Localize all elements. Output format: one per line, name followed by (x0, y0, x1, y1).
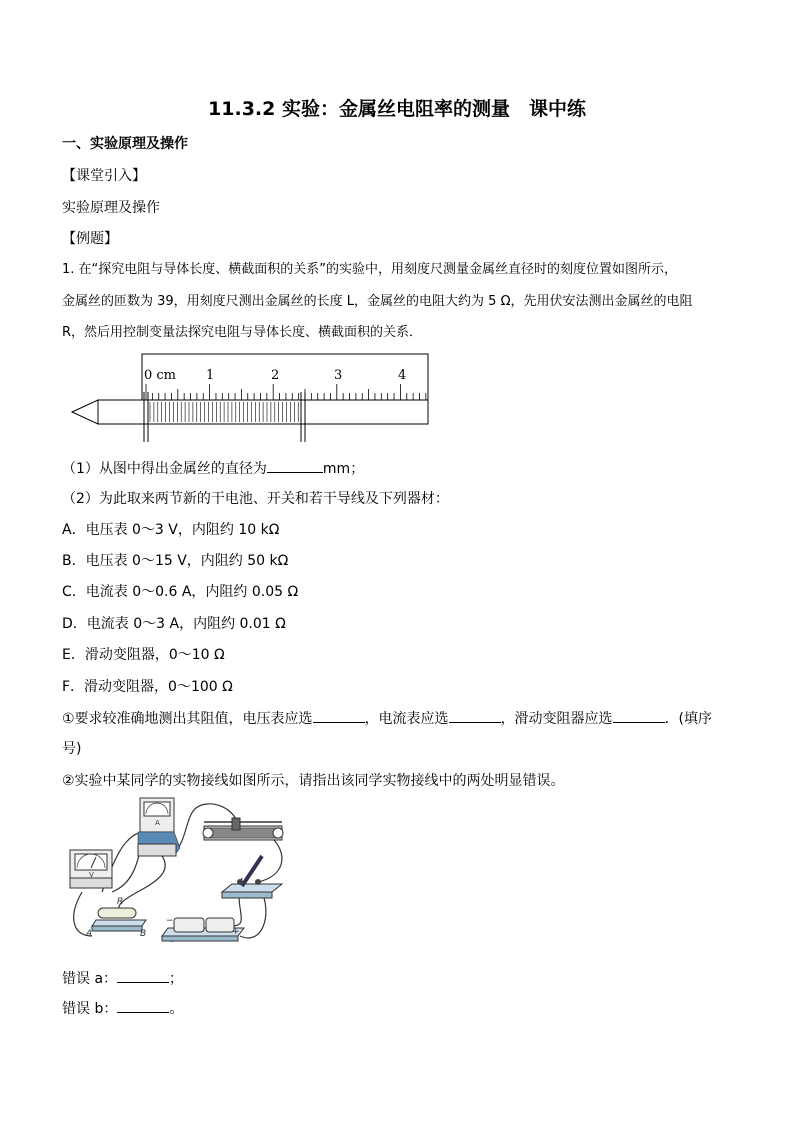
ruler-figure (68, 352, 432, 444)
option-c: C．电流表 0～0.6 A，内阻约 0.05 Ω (62, 584, 299, 600)
terminal-b-label: B (140, 929, 147, 939)
tag-example: 【例题】 (62, 231, 118, 247)
error-b-label: 错误 b： (62, 1001, 118, 1017)
answer-blank-error-b[interactable] (117, 998, 169, 1013)
answer-blank-diameter[interactable] (267, 458, 323, 473)
option-e: E．滑动变阻器，0～10 Ω (62, 647, 225, 663)
plus-label: + (232, 927, 240, 937)
sub-question-1 (62, 458, 364, 479)
option-d: D．电流表 0～3 A，内阻约 0.01 Ω (62, 616, 286, 632)
sub-question-2: （2）为此取来两节新的干电池、开关和若干导线及下列器材： (62, 491, 449, 507)
question-circle-1 (62, 708, 712, 729)
section-heading: 一、实验原理及操作 (62, 136, 188, 152)
error-a-end: ； (169, 971, 184, 987)
question-line-1: 1. 在“探究电阻与导体长度、横截面积的关系”的实验中，用刻度尺测量金属丝直径时的刻度位置如图所示， (62, 262, 678, 277)
question-circle-2: ②实验中某同学的实物接线如图所示，请指出该同学实物接线中的两处明显错误。 (62, 773, 565, 789)
question-line-3: R，然后用控制变量法探究电阻与导体长度、横截面积的关系． (62, 325, 423, 340)
unit-text: mm； (322, 461, 365, 477)
tag-intro: 【课堂引入】 (62, 168, 146, 184)
voltmeter-label: V (89, 871, 94, 879)
voltmeter-icon (70, 850, 112, 888)
circuit-figure (62, 796, 292, 954)
question-text: ，电流表应选 (364, 711, 449, 727)
answer-blank-error-a[interactable] (117, 968, 169, 983)
ammeter-label: A (155, 819, 160, 827)
resistor-icon (85, 897, 146, 939)
minus-label: − (166, 916, 174, 926)
resistor-label: R (117, 897, 124, 907)
ruler-label: 3 (334, 368, 343, 383)
question-circle-1-cont: 号) (62, 741, 82, 757)
sub-question-1-text: （1）从图中得出金属丝的直径为 (62, 461, 267, 477)
option-a: A．电压表 0～3 V，内阻约 10 kΩ (62, 522, 280, 538)
error-b (62, 998, 183, 1019)
intro-text: 实验原理及操作 (62, 200, 160, 216)
answer-blank-voltmeter[interactable] (313, 708, 365, 723)
error-a-label: 错误 a： (62, 971, 118, 987)
option-f: F．滑动变阻器，0～100 Ω (62, 679, 233, 695)
rheostat-icon (203, 818, 283, 840)
battery-icon (162, 916, 244, 941)
question-text: ①要求较准确地测出其阻值，电压表应选 (62, 711, 313, 727)
question-text: ，滑动变阻器应选 (500, 711, 613, 727)
ruler-label: 2 (271, 368, 280, 383)
option-b: B．电压表 0～15 V，内阻约 50 kΩ (62, 553, 289, 569)
answer-blank-rheostat[interactable] (613, 708, 665, 723)
question-text: ．(填序 (664, 711, 713, 727)
ruler-label: 1 (206, 368, 215, 383)
error-a (62, 968, 183, 989)
error-b-end: 。 (169, 1001, 184, 1017)
switch-icon (222, 856, 282, 898)
terminal-a-label: A (86, 929, 93, 939)
ruler-unit-label: 0 cm (144, 368, 177, 383)
ruler-label: 4 (398, 368, 407, 383)
page-title: 11.3.2 实验：金属丝电阻率的测量 课中练 (208, 98, 586, 120)
answer-blank-ammeter[interactable] (449, 708, 501, 723)
question-line-2: 金属丝的匝数为 39，用刻度尺测出金属丝的长度 L，金属丝的电阻大约为 5 Ω，先用伏安法测出金属丝的电阻 (62, 294, 693, 309)
ammeter-icon (138, 798, 180, 856)
